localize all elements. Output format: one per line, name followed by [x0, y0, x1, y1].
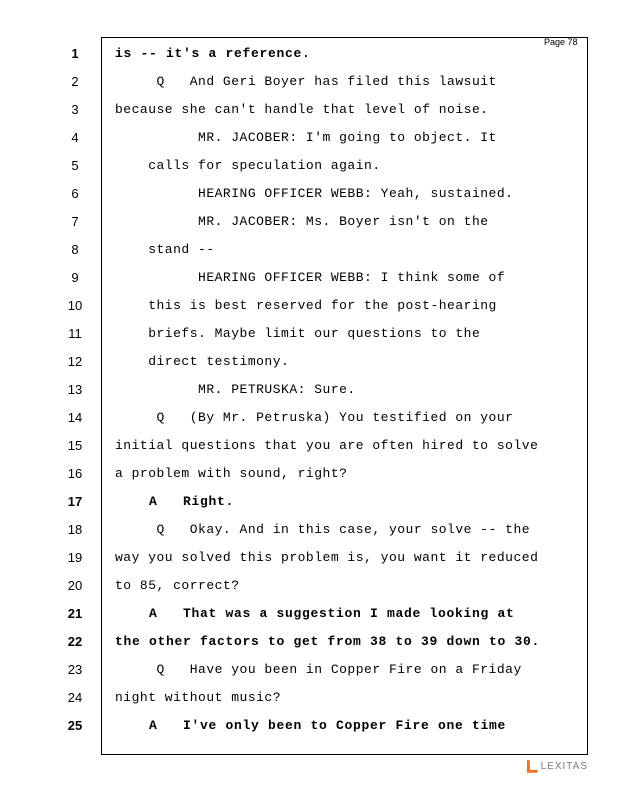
- line-text: this is best reserved for the post-hearing: [115, 298, 497, 313]
- line-text: MR. PETRUSKA: Sure.: [115, 382, 356, 397]
- line-number: 12: [67, 354, 83, 369]
- line-number: 1: [71, 46, 79, 61]
- line-text: initial questions that you are often hired to solve: [115, 438, 539, 453]
- line-number: 23: [67, 662, 83, 677]
- line-number: 9: [71, 270, 79, 285]
- line-number: 11: [68, 326, 82, 341]
- line-text: is -- it's a reference.: [115, 46, 311, 61]
- line-text: A Right.: [115, 494, 235, 509]
- line-text: A I've only been to Copper Fire one time: [115, 718, 507, 733]
- line-text: to 85, correct?: [115, 578, 240, 593]
- line-number: 2: [71, 74, 79, 89]
- line-text: the other factors to get from 38 to 39 down to 30.: [115, 634, 541, 649]
- line-text: because she can't handle that level of noise.: [115, 102, 489, 117]
- lexitas-logo-text: LEXITAS: [540, 760, 588, 772]
- line-number: 17: [67, 494, 83, 509]
- line-number: 7: [71, 214, 79, 229]
- line-number: 24: [67, 690, 83, 705]
- line-text: Q Have you been in Copper Fire on a Friday: [115, 662, 522, 677]
- line-text: briefs. Maybe limit our questions to the: [115, 326, 481, 341]
- lexitas-logo-icon: [526, 759, 539, 774]
- page-number: Page 78: [544, 37, 578, 47]
- line-number: 20: [67, 578, 83, 593]
- line-text: A That was a suggestion I made looking at: [115, 606, 515, 621]
- line-number: 19: [67, 550, 83, 565]
- line-number: 25: [67, 718, 83, 733]
- line-number: 6: [71, 186, 79, 201]
- line-text: way you solved this problem is, you want it reduced: [115, 550, 539, 565]
- line-text: direct testimony.: [115, 354, 290, 369]
- line-text: Q (By Mr. Petruska) You testified on your: [115, 410, 514, 425]
- line-number: 21: [67, 606, 83, 621]
- line-text: night without music?: [115, 690, 282, 705]
- line-text: Q And Geri Boyer has filed this lawsuit: [115, 74, 497, 89]
- line-text: HEARING OFFICER WEBB: Yeah, sustained.: [115, 186, 514, 201]
- line-text: MR. JACOBER: Ms. Boyer isn't on the: [115, 214, 489, 229]
- line-text: HEARING OFFICER WEBB: I think some of: [115, 270, 506, 285]
- line-text: calls for speculation again.: [115, 158, 381, 173]
- line-number: 14: [67, 410, 83, 425]
- line-text: a problem with sound, right?: [115, 466, 348, 481]
- line-number: 15: [67, 438, 83, 453]
- line-number: 10: [67, 298, 83, 313]
- line-text: stand --: [115, 242, 215, 257]
- lexitas-logo: [526, 758, 588, 774]
- line-number: 16: [67, 466, 83, 481]
- line-number: 5: [71, 158, 79, 173]
- line-number: 18: [67, 522, 83, 537]
- line-number: 8: [71, 242, 79, 257]
- line-number: 3: [71, 102, 79, 117]
- line-text: Q Okay. And in this case, your solve -- the: [115, 522, 531, 537]
- line-text: MR. JACOBER: I'm going to object. It: [115, 130, 497, 145]
- line-number: 4: [71, 130, 79, 145]
- line-number: 13: [67, 382, 83, 397]
- line-number: 22: [67, 634, 83, 649]
